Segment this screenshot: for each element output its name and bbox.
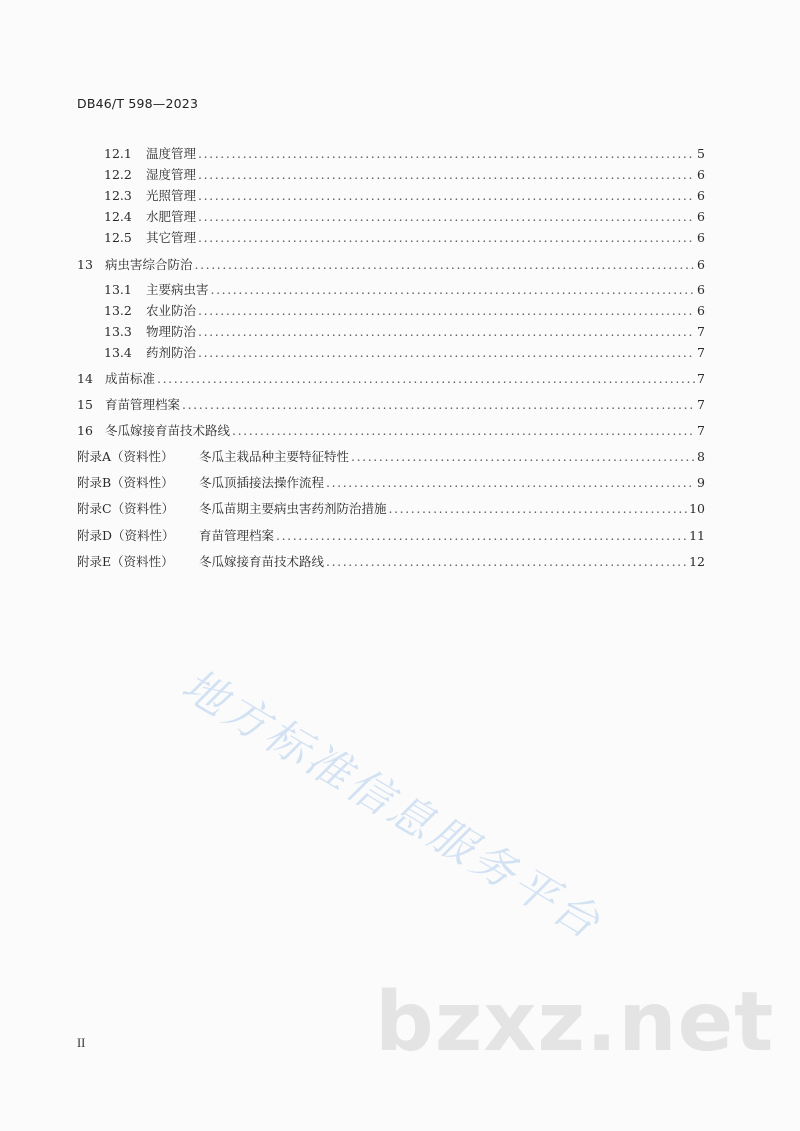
toc-entry-title: 温度管理 — [146, 146, 197, 161]
toc-leader-dots — [232, 422, 695, 440]
toc-entry-title: 成苗标准 — [105, 371, 156, 386]
toc-leader-dots — [326, 474, 695, 492]
toc-entry-title: 育苗管理档案 — [199, 528, 275, 543]
toc-leader-dots — [182, 396, 695, 414]
toc-entry[interactable] — [104, 229, 705, 247]
toc-entry-title: 水肥管理 — [146, 209, 197, 224]
toc-entry-title: 其它管理 — [146, 230, 197, 245]
toc-entry-page: 6 — [697, 303, 705, 318]
toc-entry-title: 冬瓜顶插接法操作流程 — [199, 475, 325, 490]
toc-entry-page: 7 — [697, 371, 705, 386]
toc-entry-number: 13 — [77, 257, 93, 272]
toc-leader-dots — [198, 323, 695, 341]
toc-entry-page: 7 — [697, 397, 705, 412]
toc-leader-dots — [198, 229, 695, 247]
toc-leader-dots — [198, 208, 695, 226]
toc-entry-number: 12.3 — [104, 188, 132, 203]
toc-entry[interactable] — [104, 302, 705, 320]
toc-entry-title: 物理防治 — [146, 324, 197, 339]
toc-leader-dots — [351, 448, 695, 466]
toc-entry-page: 7 — [697, 324, 705, 339]
toc-entry[interactable] — [104, 145, 705, 163]
toc-entry-page: 6 — [697, 167, 705, 182]
toc-leader-dots — [198, 187, 695, 205]
toc-entry[interactable] — [104, 323, 705, 341]
toc-entry-page: 6 — [697, 209, 705, 224]
toc-entry-page: 6 — [697, 188, 705, 203]
toc-entry-title: 湿度管理 — [146, 167, 197, 182]
toc-leader-dots — [198, 344, 695, 362]
toc-entry-appendix[interactable] — [77, 553, 705, 571]
toc-entry-number: 附录C（资料性） — [77, 501, 175, 516]
toc-entry-title: 冬瓜主栽品种主要特征特性 — [199, 449, 350, 464]
toc-entry-page: 6 — [697, 257, 705, 272]
toc-entry-number: 附录B（资料性） — [77, 475, 174, 490]
toc-entry[interactable] — [104, 344, 705, 362]
toc-entry-number: 12.2 — [104, 167, 132, 182]
toc-entry-title: 育苗管理档案 — [105, 397, 181, 412]
toc-entry-page: 11 — [689, 528, 705, 543]
toc-entry[interactable] — [77, 256, 705, 274]
toc-entry[interactable] — [104, 281, 705, 299]
toc-entry-page: 7 — [697, 345, 705, 360]
toc-entry-title: 冬瓜嫁接育苗技术路线 — [199, 554, 325, 569]
toc-leader-dots — [276, 527, 687, 545]
toc-entry-page: 5 — [697, 146, 705, 161]
toc-entry-title: 农业防治 — [146, 303, 197, 318]
toc-entry-title: 病虫害综合防治 — [105, 257, 193, 272]
toc-entry-title: 光照管理 — [146, 188, 197, 203]
site-watermark: bzxz.net — [375, 975, 775, 1070]
toc-entry-number: 13.3 — [104, 324, 132, 339]
toc-entry-number: 13.2 — [104, 303, 132, 318]
toc-entry-title: 冬瓜嫁接育苗技术路线 — [105, 423, 231, 438]
toc-entry-page: 10 — [689, 501, 705, 516]
toc-leader-dots — [195, 256, 696, 274]
toc-entry-number: 附录E（资料性） — [77, 554, 174, 569]
toc-leader-dots — [198, 145, 695, 163]
toc-entry-number: 12.5 — [104, 230, 132, 245]
toc-entry-page: 8 — [697, 449, 705, 464]
toc-entry[interactable] — [104, 187, 705, 205]
document-code: DB46/T 598—2023 — [77, 96, 199, 111]
toc-entry[interactable] — [77, 422, 705, 440]
toc-entry-page: 12 — [689, 554, 705, 569]
toc-entry-number: 12.1 — [104, 146, 132, 161]
toc-entry[interactable] — [104, 166, 705, 184]
toc-leader-dots — [211, 281, 696, 299]
toc-entry-appendix[interactable] — [77, 527, 705, 545]
toc-leader-dots — [198, 302, 695, 320]
toc-entry-appendix[interactable] — [77, 500, 705, 518]
toc-entry-number: 13.4 — [104, 345, 132, 360]
toc-leader-dots — [389, 500, 688, 518]
toc-leader-dots — [326, 553, 687, 571]
toc-entry-number: 15 — [77, 397, 93, 412]
toc-entry-page: 9 — [697, 475, 705, 490]
toc-entry-title: 冬瓜苗期主要病虫害药剂防治措施 — [199, 501, 387, 516]
toc-leader-dots — [198, 166, 695, 184]
toc-entry-appendix[interactable] — [77, 448, 705, 466]
toc-entry[interactable] — [104, 208, 705, 226]
toc-entry-number: 12.4 — [104, 209, 132, 224]
toc-entry-number: 附录A（资料性） — [77, 449, 174, 464]
toc-entry-title: 药剂防治 — [146, 345, 197, 360]
toc-entry-page: 6 — [697, 230, 705, 245]
page-number: II — [77, 1036, 86, 1050]
toc-entry[interactable] — [77, 396, 705, 414]
toc-leader-dots — [157, 370, 695, 388]
toc-entry-page: 6 — [697, 282, 705, 297]
toc-entry[interactable] — [77, 370, 705, 388]
toc-entry-title: 主要病虫害 — [146, 282, 209, 297]
toc-entry-number: 14 — [77, 371, 93, 386]
toc-entry-appendix[interactable] — [77, 474, 705, 492]
toc-entry-number: 16 — [77, 423, 93, 438]
toc-entry-number: 附录D（资料性） — [77, 528, 175, 543]
platform-watermark: 地方标准信息服务平台 — [173, 659, 611, 951]
toc-entry-number: 13.1 — [104, 282, 132, 297]
toc-entry-page: 7 — [697, 423, 705, 438]
